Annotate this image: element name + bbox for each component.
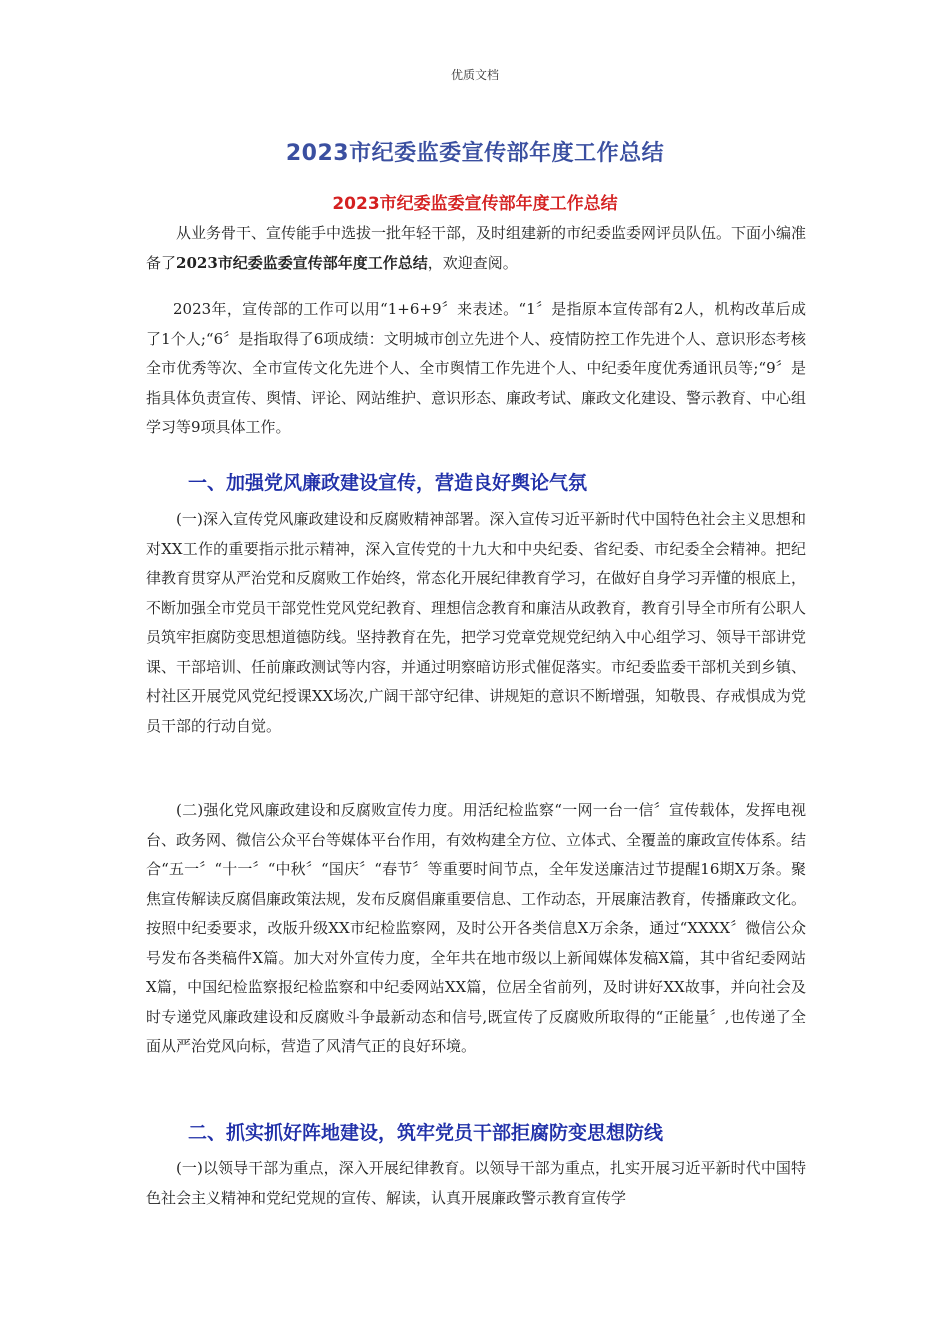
section2-paragraph-1: (一)以领导干部为重点，深入开展纪律教育。以领导干部为重点，扎实开展习近平新时代中国特色社会主义精神和党纪党规的宣传、解读，认真开展廉政警示教育宣传学 (146, 1159, 806, 1207)
section-heading-1: 一、加强党风廉政建设宣传，营造良好舆论气氛 (188, 472, 588, 494)
section1-paragraph-1: (一)深入宣传党风廉政建设和反腐败精神部署。深入宣传习近平新时代中国特色社会主义思想和对XX工作的重要指示批示精神，深入宣传党的十九大和中央纪委、省纪委、市纪委全会精神。把纪律教育贯穿从严治党和反腐败工作始终，常态化开展纪律教育学习，在做好自身学习弄懂的根底上，不断加强全市党员干部党性党风党纪教育、理想信念教育和廉洁从政教育，教育引导全市所有公职人员筑牢拒腐防变思想道德防线。坚持教育在先，把学习党章党规党纪纳入中心组学习、领导干部讲党课、干部培训、任前廉政测试等内容，并通过明察暗访形式催促落实。市纪委监委干部机关到乡镇、村社区开展党风党纪授课XX场次,广阔干部守纪律、讲规矩的意识不断增强，知敬畏、存戒惧成为党员干部的行动自觉。 (146, 510, 807, 735)
page-title: 2023市纪委监委宣传部年度工作总结 (285, 141, 665, 166)
section-heading-2: 二、抓实抓好阵地建设，筑牢党员干部拒腐防变思想防线 (188, 1122, 664, 1144)
intro-text-end: ，欢迎查阅。 (427, 253, 518, 272)
intro-paragraph (146, 219, 806, 278)
header-note: 优质文档 (450, 68, 499, 82)
intro-bold-title: 2023市纪委监委宣传部年度工作总结 (176, 253, 428, 272)
page-subtitle: 2023市纪委监委宣传部年度工作总结 (332, 194, 618, 214)
section1-paragraph-2: (二)强化党风廉政建设和反腐败宣传力度。用活纪检监察“一网一台一信〞宣传载体，发挥电视台、政务网、微信公众平台等媒体平台作用，有效构建全方位、立体式、全覆盖的廉政宣传体系。结合“五一〞“十一〞“中秋〞“国庆〞“春节〞等重要时间节点，全年发送廉洁过节提醒16期X万条。聚焦宣传解读反腐倡廉政策法规，发布反腐倡廉重要信息、工作动态，开展廉洁教育，传播廉政文化。按照中纪委要求，改版升级XX市纪检监察网，及时公开各类信息X万余条，通过“XXXX〞微信公众号发布各类稿件X篇。加大对外宣传力度，全年共在地市级以上新闻媒体发稿X篇，其中省纪委网站X篇，中国纪检监察报纪检监察和中纪委网站XX篇，位居全省前列，及时讲好XX故事，并向社会及时专递党风廉政建设和反腐败斗争最新动态和信号,既宣传了反腐败所取得的“正能量〞,也传递了全面从严治党风向标，营造了风清气正的良好环境。 (146, 801, 807, 1055)
overview-paragraph: 2023年，宣传部的工作可以用“1+6+9〞来表述。“1〞是指原本宣传部有2人，机构改革后成了1个人;“6〞是指取得了6项成绩：文明城市创立先进个人、疫情防控工作先进个人、意识形态考核全市优秀等次、全市宣传文化先进个人、全市舆情工作先进个人、中纪委年度优秀通讯员等;“9〞是指具体负责宣传、舆情、评论、网站维护、意识形态、廉政考试、廉政文化建设、警示教育、中心组学习等9项具体工作。 (146, 300, 807, 436)
intro-text-start: 从业务骨干、宣传能手中选拔一批年轻干部，及时组建新的市纪委监委网评员队伍。下面小编准备了 (146, 224, 807, 272)
